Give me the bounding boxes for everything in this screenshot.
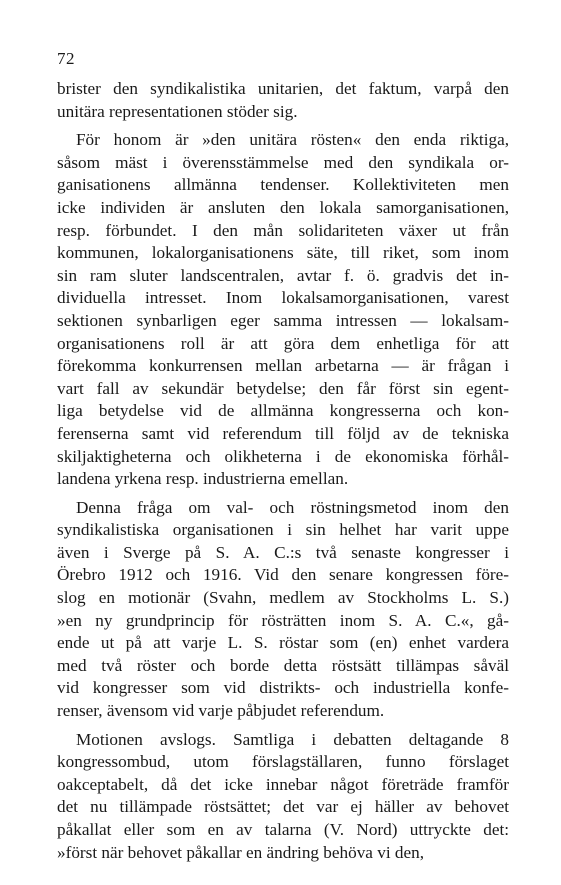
text-line: sektionen synbarligen eger samma intressen — lokalsam- xyxy=(57,310,509,330)
text-line: kongressombud, utom förslagställaren, funno förslaget xyxy=(57,752,509,772)
text-line: landena yrkena resp. industrierna emellan. xyxy=(57,469,349,489)
text-line: resp. förbundet. I den mån solidariteten växer ut från xyxy=(57,220,509,240)
text-line: liga betydelse vid de allmänna kongresserna och kon- xyxy=(57,401,509,421)
paragraph xyxy=(57,497,509,723)
text-line: brister den syndikalistika unitarien, det faktum, varpå den xyxy=(57,79,509,98)
text-line: ferenserna samt vid referendum till följd av de tekniska xyxy=(57,423,509,443)
text-line: unitära representationen stöder sig. xyxy=(57,101,298,121)
text-line: ende ut på att varje L. S. röstar som (en) enhet vardera xyxy=(57,633,509,653)
text-line: dividuella intresset. Inom lokalsamorganisationen, varest xyxy=(57,288,509,308)
text-line: organisationens roll är att göra dem enhetliga för att xyxy=(57,333,509,353)
body-text xyxy=(57,78,509,864)
text-line: påkallat eller som en av talarna (V. Nord) uttryckte det: xyxy=(57,820,509,839)
text-line: icke individen är ansluten den lokala samorganisationen, xyxy=(57,197,509,217)
text-line: det nu tillämpade röstsättet; det var ej häller av behovet xyxy=(57,797,509,817)
text-line: sin ram sluter landscentralen, avtar f. ö. gradvis det in- xyxy=(57,265,509,285)
text-line: vid kongresser som vid distrikts- och industriella konfe- xyxy=(57,678,509,698)
text-line: »först när behovet påkallar en ändring behöva vi den, xyxy=(57,842,425,862)
paragraph xyxy=(57,78,509,123)
text-line: skiljaktigheterna och olikheterna i de ekonomiska förhål- xyxy=(57,446,509,466)
text-line: förekomma konkurrensen mellan arbetarna — är frågan i xyxy=(57,356,509,376)
text-line: ganisationens allmänna tendenser. Kollektiviteten men xyxy=(57,175,509,195)
text-line: Motionen avslogs. Samtliga i debatten deltagande 8 xyxy=(76,729,509,749)
text-line: För honom är »den unitära rösten« den enda riktiga, xyxy=(76,130,509,150)
text-line: slog en motionär (Svahn, medlem av Stockholms L. S.) xyxy=(57,588,509,608)
text-line: kommunen, lokalorganisationens säte, till riket, som inom xyxy=(57,243,509,263)
paragraph xyxy=(57,729,509,865)
text-line: renser, ävensom vid varje påbjudet referendum. xyxy=(57,701,385,721)
text-line: även i Sverge på S. A. C.:s två senaste kongresser i xyxy=(57,542,509,562)
text-line: syndikalistiska organisationen i sin helhet har varit uppe xyxy=(57,520,509,540)
page-number: 72 xyxy=(57,49,75,68)
paragraph xyxy=(57,129,509,491)
text-line: vart fall av sekundär betydelse; den får först sin egent- xyxy=(57,378,509,398)
text-line: Denna fråga om val- och röstningsmetod inom den xyxy=(76,497,509,517)
text-line: »en ny grundprincip för rösträtten inom S. A. C.«, gå- xyxy=(57,610,509,630)
text-line: med två röster och borde detta röstsätt tillämpas såväl xyxy=(57,655,509,675)
text-line: såsom mäst i överensstämmelse med den syndikala or- xyxy=(57,152,509,172)
text-line: Örebro 1912 och 1916. Vid den senare kongressen före- xyxy=(57,565,509,585)
text-line: oakceptabelt, då det icke innebar något företräde framför xyxy=(57,774,509,794)
